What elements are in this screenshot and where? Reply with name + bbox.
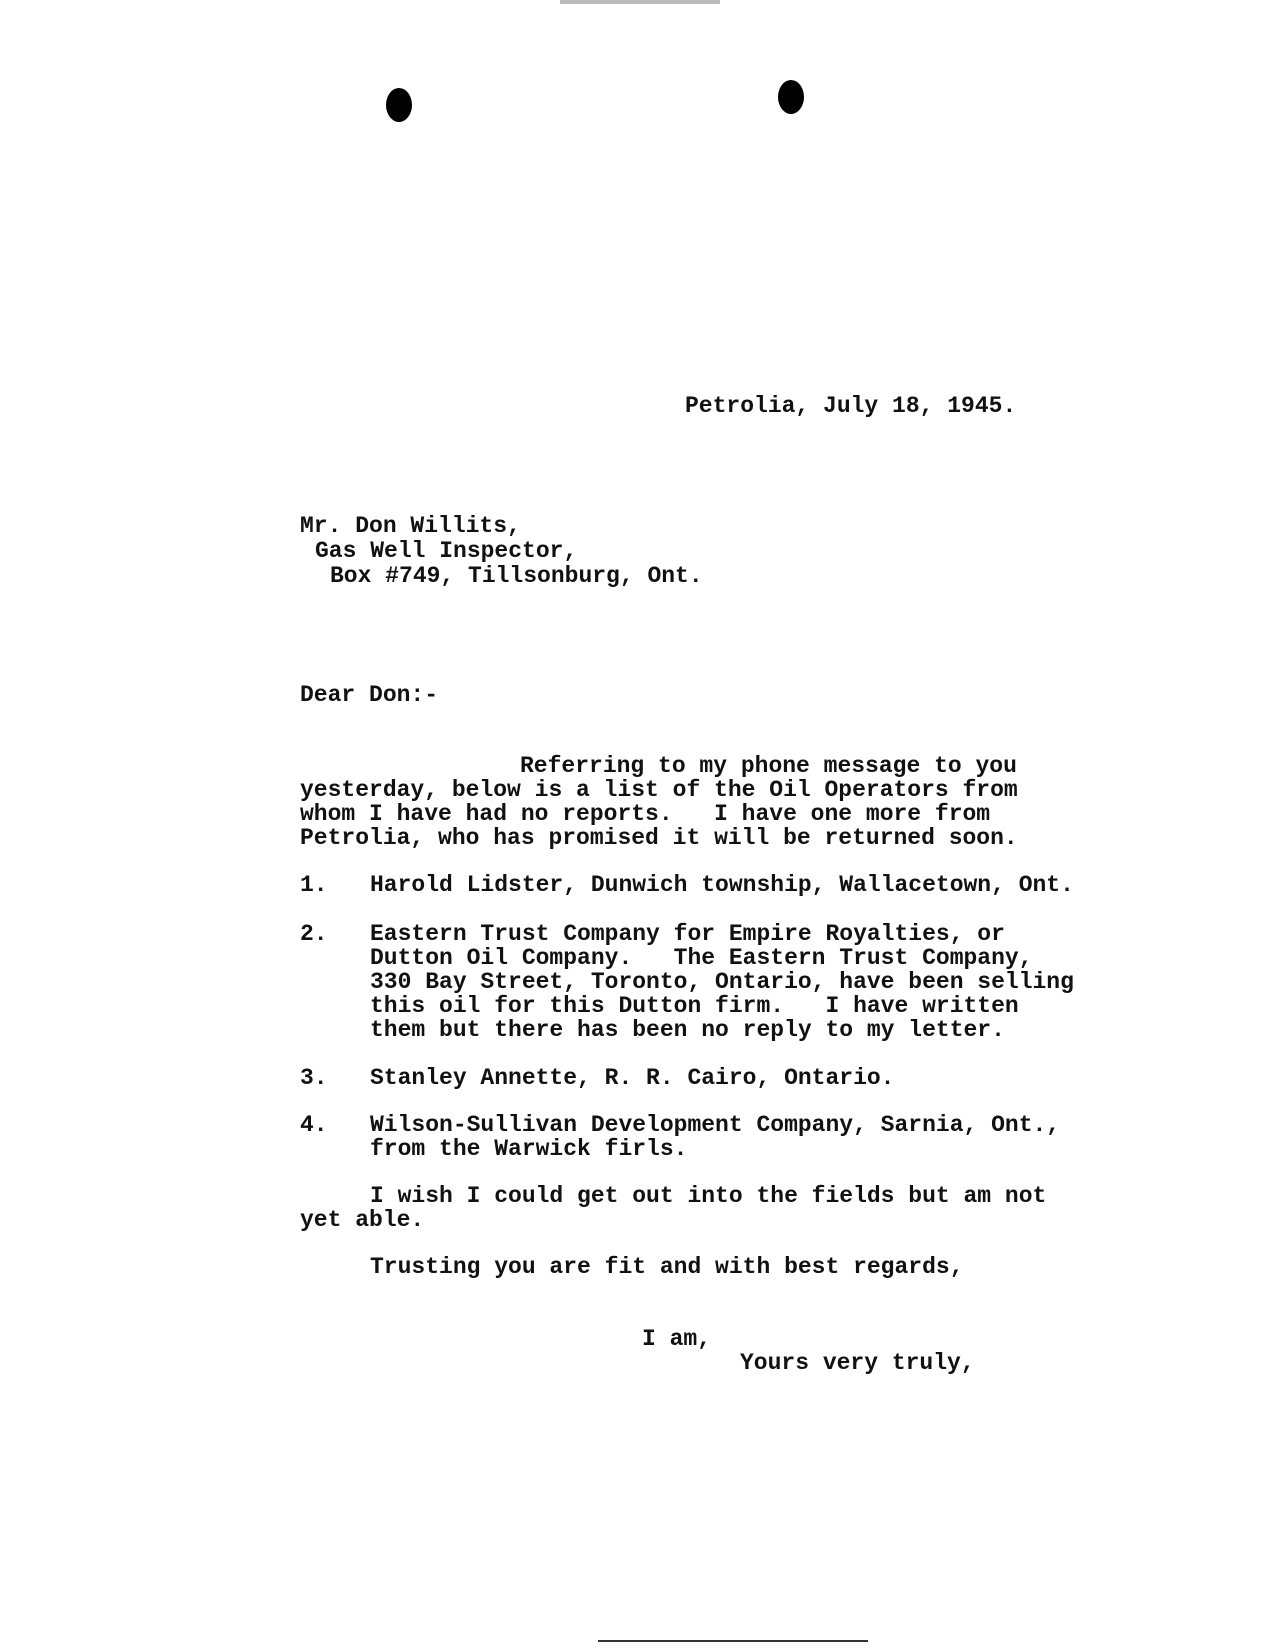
punch-hole-left [386,88,412,122]
top-edge-mark [560,0,720,4]
sign-off-line-2: Yours very truly, [740,1350,975,1376]
intro-line-2: yesterday, below is a list of the Oil Operators from [300,777,1018,803]
list-item-line: 330 Bay Street, Toronto, Ontario, have been selling [370,969,1074,995]
intro-line-1: Referring to my phone message to you [520,753,1017,779]
bottom-edge-line [598,1640,868,1642]
address-line-2: Gas Well Inspector, [315,538,578,564]
closing-line-2: yet able. [300,1207,425,1233]
list-item-number: 1. [300,872,328,898]
list-item-line: Harold Lidster, Dunwich township, Wallacetown, Ont. [370,872,1074,898]
list-item-line: Stanley Annette, R. R. Cairo, Ontario. [370,1065,895,1091]
list-item-line: Dutton Oil Company. The Eastern Trust Company, [370,945,1033,971]
list-item-line: this oil for this Dutton firm. I have written [370,993,1019,1019]
address-line-3: Box #749, Tillsonburg, Ont. [330,563,703,589]
list-item-number: 2. [300,921,328,947]
list-item-line: from the Warwick firls. [370,1136,688,1162]
intro-line-3: whom I have had no reports. I have one more from [300,801,991,827]
list-item-line: them but there has been no reply to my letter. [370,1017,1005,1043]
address-line-1: Mr. Don Willits, [300,513,521,539]
intro-line-4: Petrolia, who has promised it will be returned soon. [300,825,1018,851]
list-item-number: 3. [300,1065,328,1091]
punch-hole-right [778,80,804,114]
regards-line: Trusting you are fit and with best regards, [370,1254,964,1280]
sign-off-line-1: I am, [642,1326,712,1352]
list-item-line: Wilson-Sullivan Development Company, Sarnia, Ont., [370,1112,1061,1138]
list-item-line: Eastern Trust Company for Empire Royalties, or [370,921,1005,947]
closing-line-1: I wish I could get out into the fields but am not [370,1183,1047,1209]
salutation: Dear Don:- [300,682,439,708]
list-item-number: 4. [300,1112,328,1138]
dateline: Petrolia, July 18, 1945. [685,393,1017,419]
